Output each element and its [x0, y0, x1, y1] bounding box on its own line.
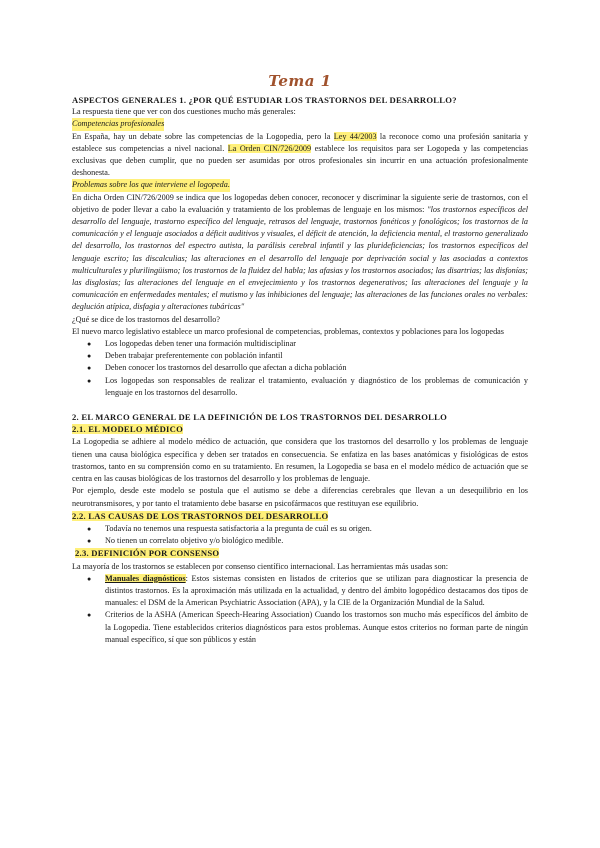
heading-consenso: 2.3. DEFINICIÓN POR CONSENSO: [75, 548, 220, 559]
list-item: ● Deben trabajar preferentemente con población infantil: [105, 350, 528, 362]
list-item: ● Todavía no tenemos una respuesta satisfactoria a la pregunta de cuál es su origen.: [105, 523, 528, 535]
highlight-ley: Ley 44/2003: [333, 131, 377, 141]
paragraph-competencias: En España, hay un debate sobre las competencias de la Logopedia, pero la Ley 44/2003 la reconoce como una profesión sanitaria y establece sus competencias a nivel nacional. La Orden CIN/726/2009 establece los requisitos para ser Logopeda y las competencias exclusivas que deben cumplir, que no pueden ser asumidas por otros profesionales sin incurrir en una actuación profesionalmente deshonesta.: [72, 131, 529, 178]
heading-modelo-medico: 2.1. EL MODELO MÉDICO: [72, 424, 184, 435]
paragraph-marco: El nuevo marco legislativo establece un marco profesional de competencias, problemas, contextos y poblaciones para los logopedas: [72, 326, 504, 336]
quote-trastornos: "los trastornos específicos del desarrollo del lenguaje, trastorno específico del lenguaje, retrasos del lenguaje, trastornos fonéticos y fonológicos; los trastornos de la comunicación y el lenguaje asociados a déficit auditivos y visuales, el déficit de atención, la deficiencia mental, el trastorno generalizado del desarrollo, los trastornos del espectro autista, la parálisis cerebral infantil y las plurideficiencias; los trastornos específicos del lenguaje escrito; las discalculias; las alteraciones en el desarrollo del lenguaje por deprivación social y las asociadas a contextos multiculturales y plurilingüismo; los trastornos de la fluidez del habla; las afasias y los trastornos asociados; las disartrias; las disfonías; las disglosias; las alteraciones del lenguaje en el envejecimiento y los trastornos degenerativos; las alteraciones del lenguaje y la comunicación en enfermedades mentales; el mutismo y las inhibiciones del lenguaje; las alteraciones de las funciones orales no verbales: deglución atípica, disfagia y alteraciones tubáricas": [72, 204, 528, 312]
bullet-list-causas: [72, 523, 528, 547]
section-1-intro: La respuesta tiene que ver con dos cuestiones mucho más generales:: [72, 107, 296, 117]
section-2-heading: 2. EL MARCO GENERAL DE LA DEFINICIÓN DE LOS TRASTORNOS DEL DESARROLLO: [72, 412, 448, 423]
bullet-list-herramientas: [72, 573, 528, 646]
list-item: ● Deben conocer los trastornos del desarrollo que afectan a dicha población: [105, 362, 528, 374]
bullet-list-logopedas: [72, 338, 528, 399]
question-trastornos: ¿Qué se dice de los trastornos del desarrollo?: [72, 314, 221, 324]
label-manuales: Manuales diagnósticos: [105, 573, 186, 583]
heading-causas: 2.2. LAS CAUSAS DE LOS TRASTORNOS DEL DESARROLLO: [72, 510, 329, 521]
subheading-competencias: Competencias profesionales: [72, 118, 164, 130]
paragraph-modelo-medico: La Logopedia se adhiere al modelo médico de actuación, que considera que los trastornos del desarrollo y los problemas de lenguaje tienen una causa biológica específica y deben ser tratados en consecuencia. Se enfatiza en las bases anatómicas y fisiológicas de estos trastornos, tanto en su comprensión como en su tratamiento. En resumen, la Logopedia se basa en el modelo médico de actuación que se centra en las causas biológicas de los trastornos del desarrollo y los problemas de lenguaje.: [72, 437, 528, 484]
document-body: [72, 93, 528, 646]
document-title: Tema 1: [268, 72, 332, 90]
paragraph-problemas: En dicha Orden CIN/726/2009 se indica que los logopedas deben conocer, reconocer y discriminar la siguiente serie de trastornos, con el objetivo de poder llevar a cabo la evaluación y tratamiento de los problemas de lenguaje en los mismos: "los trastornos específicos del desarrollo del lenguaje, trastorno específico del lenguaje, retrasos del lenguaje, trastornos fonéticos y fonológicos; los trastornos de la comunicación y el lenguaje asociados a déficit auditivos y visuales, el déficit de atención, la deficiencia mental, el trastorno generalizado del desarrollo, los trastornos del espectro autista, la parálisis cerebral infantil y las plurideficiencias; los trastornos específicos del lenguaje escrito; las discalculias; las alteraciones en el desarrollo del lenguaje por deprivación social y las asociadas a contextos multiculturales y plurilingüismo; los trastornos de la fluidez del habla; las afasias y los trastornos asociados; las disartrias; las disfonías; las disglosias; las alteraciones del lenguaje en el envejecimiento y los trastornos degenerativos; las alteraciones del lenguaje y la comunicación en enfermedades mentales; el mutismo y las inhibiciones del lenguaje; las alteraciones de las funciones orales no verbales: deglución atípica, disfagia y alteraciones tubáricas": [72, 192, 528, 312]
list-item: ● Manuales diagnósticos: Estos sistemas consisten en listados de criterios que se utilizan para diagnosticar la presencia de distintos trastornos. Es la aproximación más utilizada en la actualidad, y dentro del ámbito logopédico destacamos dos tipos de manuales: el DSM de la American Psychiatric Association (APA), y la CIE de la Organización Mundial de la Salud.: [105, 573, 528, 610]
highlight-orden: La Orden CIN/726/2009: [227, 143, 312, 153]
paragraph-ejemplo: Por ejemplo, desde este modelo se postula que el autismo se debe a diferencias cerebrales que llevan a un desequilibrio en los neurotransmisores, y por tanto el tratamiento debe basarse en psicofármacos que restituyan ese equilibrio.: [72, 486, 528, 508]
list-item: ● Criterios de la ASHA (American Speech-Hearing Association) Cuando los trastornos son mucho más específicos del ámbito de la Logopedia. Tiene establecidos criterios diagnósticos para estos problemas. Aunque estos criterios no forman parte de ningún manual específico, sí que son públicos y están: [105, 609, 528, 646]
list-item: ● No tienen un correlato objetivo y/o biológico medible.: [105, 535, 528, 547]
subheading-problemas: Problemas sobre los que interviene el logopeda.: [72, 179, 230, 191]
list-item: ● Los logopedas son responsables de realizar el tratamiento, evaluación y diagnóstico de los problemas de comunicación y lenguaje en los trastornos del desarrollo.: [105, 375, 528, 399]
section-1-heading: ASPECTOS GENERALES 1. ¿POR QUÉ ESTUDIAR LOS TRASTORNOS DEL DESARROLLO?: [72, 95, 457, 105]
list-item: ● Los logopedas deben tener una formación multidisciplinar: [105, 338, 528, 350]
paragraph-consenso: La mayoría de los trastornos se establecen por consenso científico internacional. Las herramientas más usadas son:: [72, 561, 449, 571]
